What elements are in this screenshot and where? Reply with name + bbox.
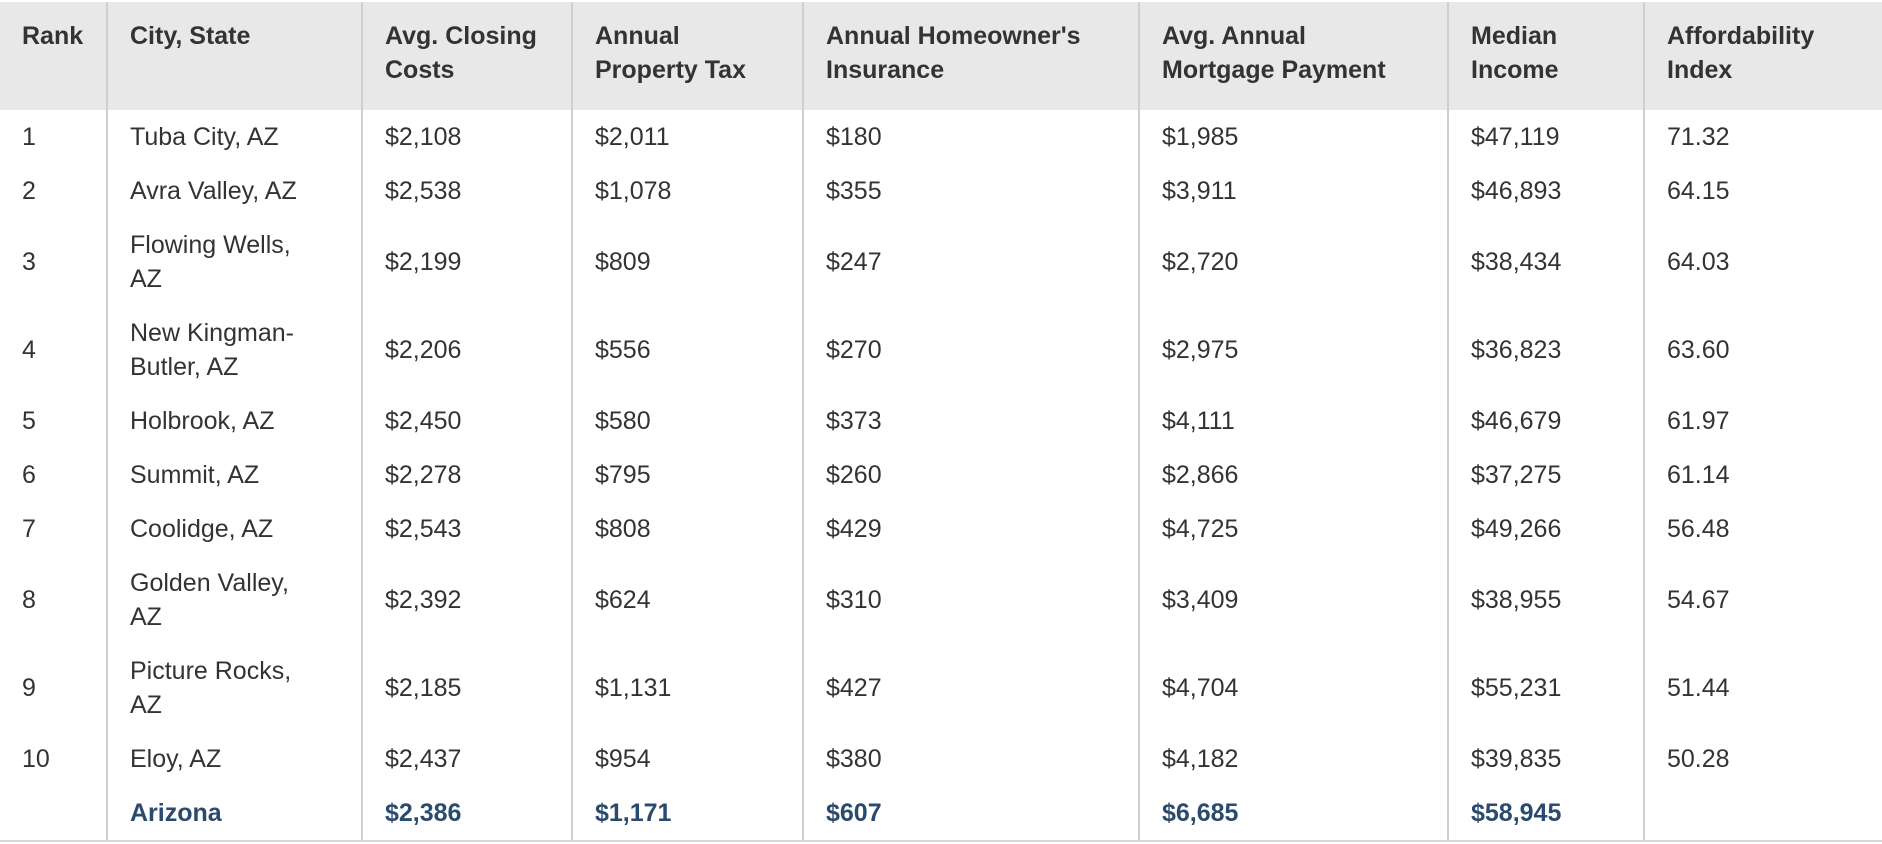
cell-closing-costs: $2,278 <box>362 448 572 502</box>
cell-closing-costs: $2,543 <box>362 502 572 556</box>
cell-rank: 9 <box>22 674 36 702</box>
cell-affordability-index: 61.14 <box>1644 448 1882 502</box>
cell-median-income: $39,835 <box>1448 732 1644 786</box>
cell-city-state: New Kingman-Butler, AZ <box>107 306 362 394</box>
table-row <box>0 110 1882 164</box>
cell-insurance: $247 <box>803 218 1139 306</box>
cell-rank: 2 <box>22 177 36 205</box>
table-row <box>0 644 1882 732</box>
total-median-income: $58,945 <box>1448 786 1644 841</box>
table-row <box>0 306 1882 394</box>
cell-mortgage: $4,725 <box>1139 502 1448 556</box>
cell-mortgage: $4,111 <box>1139 394 1448 448</box>
total-closing-costs: $2,386 <box>362 786 572 841</box>
cell-property-tax: $954 <box>572 732 803 786</box>
cell-affordability-index: 56.48 <box>1644 502 1882 556</box>
total-affordability-index <box>1644 786 1882 841</box>
cell-affordability-index: 51.44 <box>1644 644 1882 732</box>
cell-rank: 7 <box>22 515 36 543</box>
header-rank[interactable]: Rank <box>0 2 107 110</box>
header-row <box>0 2 1882 110</box>
total-rank <box>0 786 107 841</box>
cell-insurance: $180 <box>803 110 1139 164</box>
cell-affordability-index: 63.60 <box>1644 306 1882 394</box>
cell-insurance: $427 <box>803 644 1139 732</box>
cell-rank: 1 <box>22 123 36 151</box>
cell-mortgage: $3,409 <box>1139 556 1448 644</box>
affordability-table <box>0 2 1882 842</box>
cell-closing-costs: $2,185 <box>362 644 572 732</box>
cell-property-tax: $2,011 <box>572 110 803 164</box>
header-property-tax[interactable]: Annual Property Tax <box>572 2 803 110</box>
cell-median-income: $49,266 <box>1448 502 1644 556</box>
cell-affordability-index: 64.15 <box>1644 164 1882 218</box>
cell-median-income: $55,231 <box>1448 644 1644 732</box>
total-state: Arizona <box>107 786 362 841</box>
cell-property-tax: $556 <box>572 306 803 394</box>
cell-rank: 4 <box>22 336 36 364</box>
cell-city-state: Summit, AZ <box>107 448 362 502</box>
cell-property-tax: $1,078 <box>572 164 803 218</box>
cell-city-state: Picture Rocks, AZ <box>107 644 362 732</box>
header-city-state[interactable]: City, State <box>107 2 362 110</box>
cell-city-state: Eloy, AZ <box>107 732 362 786</box>
cell-city-state: Tuba City, AZ <box>107 110 362 164</box>
cell-insurance: $429 <box>803 502 1139 556</box>
cell-insurance: $270 <box>803 306 1139 394</box>
cell-property-tax: $580 <box>572 394 803 448</box>
cell-mortgage: $4,704 <box>1139 644 1448 732</box>
cell-median-income: $37,275 <box>1448 448 1644 502</box>
cell-property-tax: $809 <box>572 218 803 306</box>
cell-mortgage: $2,720 <box>1139 218 1448 306</box>
table-row <box>0 394 1882 448</box>
total-insurance: $607 <box>803 786 1139 841</box>
cell-city-state: Holbrook, AZ <box>107 394 362 448</box>
cell-city-state: Avra Valley, AZ <box>107 164 362 218</box>
header-median-income[interactable]: Median Income <box>1448 2 1644 110</box>
cell-median-income: $36,823 <box>1448 306 1644 394</box>
total-property-tax: $1,171 <box>572 786 803 841</box>
cell-rank: 10 <box>22 745 50 773</box>
cell-affordability-index: 50.28 <box>1644 732 1882 786</box>
cell-affordability-index: 54.67 <box>1644 556 1882 644</box>
cell-city-state: Golden Valley, AZ <box>107 556 362 644</box>
header-closing-costs[interactable]: Avg. Closing Costs <box>362 2 572 110</box>
cell-median-income: $46,679 <box>1448 394 1644 448</box>
cell-mortgage: $1,985 <box>1139 110 1448 164</box>
header-mortgage[interactable]: Avg. Annual Mortgage Payment <box>1139 2 1448 110</box>
cell-affordability-index: 64.03 <box>1644 218 1882 306</box>
cell-mortgage: $4,182 <box>1139 732 1448 786</box>
cell-median-income: $46,893 <box>1448 164 1644 218</box>
cell-property-tax: $808 <box>572 502 803 556</box>
cell-insurance: $260 <box>803 448 1139 502</box>
cell-median-income: $38,955 <box>1448 556 1644 644</box>
cell-insurance: $310 <box>803 556 1139 644</box>
cell-mortgage: $3,911 <box>1139 164 1448 218</box>
cell-rank: 5 <box>22 407 36 435</box>
table-row <box>0 732 1882 786</box>
total-mortgage: $6,685 <box>1139 786 1448 841</box>
header-affordability-index[interactable]: Affordability Index <box>1644 2 1882 110</box>
cell-property-tax: $624 <box>572 556 803 644</box>
cell-insurance: $380 <box>803 732 1139 786</box>
cell-closing-costs: $2,199 <box>362 218 572 306</box>
cell-property-tax: $1,131 <box>572 644 803 732</box>
cell-mortgage: $2,866 <box>1139 448 1448 502</box>
state-total-row <box>0 786 1882 841</box>
cell-insurance: $373 <box>803 394 1139 448</box>
cell-rank: 8 <box>22 586 36 614</box>
header-insurance[interactable]: Annual Homeowner's Insurance <box>803 2 1139 110</box>
table-row <box>0 556 1882 644</box>
table-row <box>0 448 1882 502</box>
cell-closing-costs: $2,392 <box>362 556 572 644</box>
cell-closing-costs: $2,108 <box>362 110 572 164</box>
cell-median-income: $38,434 <box>1448 218 1644 306</box>
cell-closing-costs: $2,538 <box>362 164 572 218</box>
cell-median-income: $47,119 <box>1448 110 1644 164</box>
cell-closing-costs: $2,437 <box>362 732 572 786</box>
cell-affordability-index: 71.32 <box>1644 110 1882 164</box>
cell-insurance: $355 <box>803 164 1139 218</box>
cell-property-tax: $795 <box>572 448 803 502</box>
cell-rank: 6 <box>22 461 36 489</box>
table-row <box>0 218 1882 306</box>
cell-closing-costs: $2,206 <box>362 306 572 394</box>
table-row <box>0 502 1882 556</box>
table-row <box>0 164 1882 218</box>
cell-city-state: Coolidge, AZ <box>107 502 362 556</box>
cell-closing-costs: $2,450 <box>362 394 572 448</box>
cell-rank: 3 <box>22 248 36 276</box>
cell-city-state: Flowing Wells, AZ <box>107 218 362 306</box>
cell-affordability-index: 61.97 <box>1644 394 1882 448</box>
cell-mortgage: $2,975 <box>1139 306 1448 394</box>
